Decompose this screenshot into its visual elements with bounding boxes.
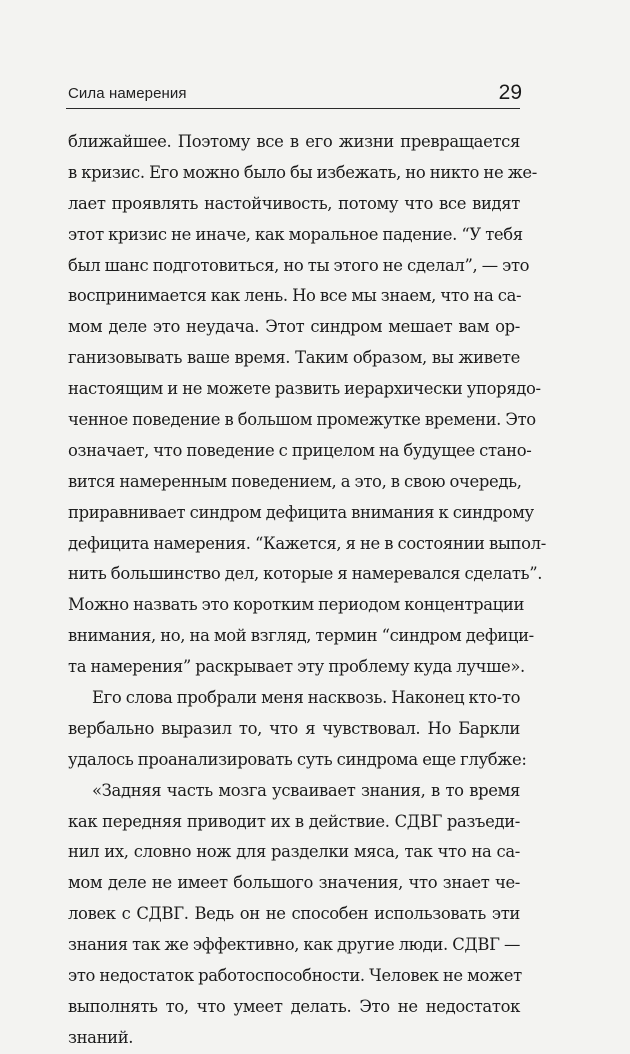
paragraph-start-line: «Задняя часть мозга усваивает знания, в то время bbox=[92, 780, 520, 800]
text-line: вится намеренным поведением, а это, в свою очередь, bbox=[68, 471, 522, 491]
text-line: означает, что поведение с прицелом на будущее стано- bbox=[68, 440, 532, 460]
running-title: Сила намерения bbox=[68, 85, 187, 102]
text-line: мом деле это неудача. Этот синдром мешает вам ор- bbox=[68, 317, 520, 337]
text-line: выполнять то, что умеет делать. Это не недостаток bbox=[68, 996, 520, 1016]
text-line: в кризис. Его можно было бы избежать, но никто не же- bbox=[68, 162, 537, 182]
text-line: этот кризис не иначе, как моральное падение. “У тебя bbox=[68, 224, 523, 244]
text-line: это недостаток работоспособности. Человек не может bbox=[68, 966, 522, 986]
paragraph-end-line: та намерения” раскрывает эту проблему куда лучше». bbox=[68, 657, 525, 677]
header-rule bbox=[66, 108, 520, 109]
text-line: ченное поведение в большом промежутке времени. Это bbox=[68, 410, 536, 430]
text-line: мом деле не имеет большого значения, что знает че- bbox=[68, 873, 520, 893]
text-line: внимания, но, на мой взгляд, термин “синдром дефици- bbox=[68, 626, 534, 646]
page-number: 29 bbox=[498, 81, 522, 104]
text-line: вербально выразил то, что я чувствовал. Но Баркли bbox=[68, 718, 520, 738]
text-line: Можно назвать это коротким периодом концентрации bbox=[68, 595, 525, 615]
text-line: ловек с СДВГ. Ведь он не способен использовать эти bbox=[68, 904, 520, 924]
text-line: лает проявлять настойчивость, потому что все видят bbox=[68, 193, 520, 213]
text-line: настоящим и не можете развить иерархически упорядо- bbox=[68, 379, 541, 399]
text-line: дефицита намерения. “Кажется, я не в состоянии выпол- bbox=[68, 533, 546, 553]
text-line: воспринимается как лень. Но все мы знаем, что на са- bbox=[68, 286, 522, 306]
text-line: как передняя приводит их в действие. СДВГ разъеди- bbox=[68, 811, 520, 831]
page-header bbox=[66, 80, 522, 106]
text-line: ганизовывать ваше время. Таким образом, вы живете bbox=[68, 348, 520, 368]
paragraph-start-line: Его слова пробрали меня насквозь. Наконец кто-то bbox=[92, 688, 521, 708]
paragraph-end-line: удалось проанализировать суть синдрома еще глубже: bbox=[68, 749, 527, 769]
paragraph-end-line: знаний. bbox=[68, 1027, 134, 1047]
text-line: ближайшее. Поэтому все в его жизни превращается bbox=[68, 132, 520, 151]
text-line: нил их, словно нож для разделки мяса, так что на са- bbox=[68, 842, 520, 862]
body-text bbox=[68, 127, 546, 1054]
text-line: нить большинство дел, которые я намеревался сделать”. bbox=[68, 564, 543, 584]
text-line: знания так же эффективно, как другие люди. СДВГ — bbox=[68, 935, 520, 955]
text-line: приравнивает синдром дефицита внимания к синдрому bbox=[68, 502, 534, 522]
text-line: был шанс подготовиться, но ты этого не сделал”, — это bbox=[68, 255, 530, 275]
